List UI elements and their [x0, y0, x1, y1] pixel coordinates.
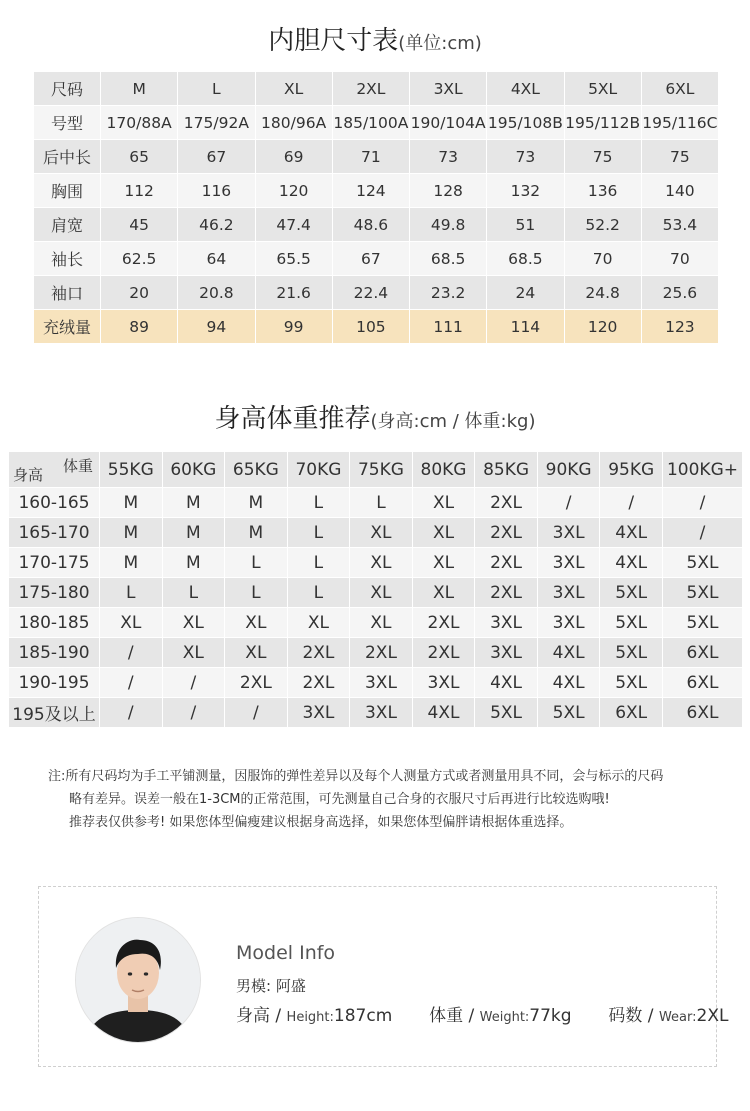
recommend-size-cell: / [663, 518, 743, 548]
note-line-3: 推荐表仅供参考! 如果您体型偏瘦建议根据身高选择，如果您体型偏胖请根据体重选择。 [69, 815, 573, 830]
model-height-en: Height: [286, 1010, 334, 1025]
recommend-size-cell: / [663, 488, 743, 518]
size-cell: 2XL [332, 72, 409, 106]
recommend-size-cell: L [162, 578, 225, 608]
size-row [34, 276, 719, 310]
size-cell: 136 [564, 174, 641, 208]
recommend-row [9, 578, 743, 608]
size-cell: 120 [564, 310, 641, 344]
size-cell: 69 [255, 140, 332, 174]
size-cell: 53.4 [641, 208, 718, 242]
recommend-row [9, 668, 743, 698]
recommend-size-cell: 5XL [663, 548, 743, 578]
size-cell: 49.8 [410, 208, 487, 242]
size-cell: 175/92A [178, 106, 255, 140]
recommend-size-cell: M [225, 488, 288, 518]
recommend-size-cell: 5XL [600, 578, 663, 608]
corner-cell [9, 452, 100, 488]
size-cell: 89 [101, 310, 178, 344]
recommend-size-cell: M [162, 548, 225, 578]
size-cell: 195/108B [487, 106, 564, 140]
size-cell: XL [255, 72, 332, 106]
recommend-size-cell: XL [412, 578, 475, 608]
recommend-size-cell: L [225, 578, 288, 608]
recommend-row [9, 608, 743, 638]
recommend-size-cell: XL [350, 548, 413, 578]
model-portrait-icon [76, 918, 200, 1042]
size-cell: 52.2 [564, 208, 641, 242]
recommend-size-cell: XL [412, 518, 475, 548]
size-cell: 140 [641, 174, 718, 208]
size-cell: 67 [332, 242, 409, 276]
size-chart-unit: (单位:cm) [398, 33, 482, 54]
recommend-size-cell: 2XL [412, 638, 475, 668]
size-cell: 75 [641, 140, 718, 174]
weight-header-cell: 75KG [350, 452, 413, 488]
weight-header-cell: 80KG [412, 452, 475, 488]
recommend-size-cell: 2XL [475, 578, 538, 608]
size-cell: 5XL [564, 72, 641, 106]
size-row-label: 袖长 [34, 242, 101, 276]
recommend-size-cell: 5XL [600, 638, 663, 668]
recommend-size-cell: 3XL [412, 668, 475, 698]
recommend-size-cell: 2XL [350, 638, 413, 668]
recommend-row [9, 638, 743, 668]
size-chart-table [33, 71, 719, 344]
recommend-size-cell: / [600, 488, 663, 518]
model-info-title: Model Info [236, 942, 336, 964]
recommend-size-cell: XL [162, 638, 225, 668]
size-cell: 47.4 [255, 208, 332, 242]
model-wear-value: 2XL [696, 1006, 729, 1026]
recommend-table [8, 451, 743, 728]
recommend-title [0, 398, 750, 435]
recommend-size-cell: 3XL [537, 548, 600, 578]
size-cell: 124 [332, 174, 409, 208]
recommend-size-cell: XL [412, 548, 475, 578]
recommend-size-cell: 4XL [600, 548, 663, 578]
model-name: 男模: 阿盛 [236, 977, 306, 995]
recommend-size-cell: XL [350, 608, 413, 638]
size-cell: 24 [487, 276, 564, 310]
height-range-cell: 165-170 [9, 518, 100, 548]
size-cell: 116 [178, 174, 255, 208]
recommend-size-cell: XL [412, 488, 475, 518]
size-cell: 185/100A [332, 106, 409, 140]
recommend-size-cell: 3XL [350, 668, 413, 698]
recommend-size-cell: / [100, 668, 163, 698]
recommend-size-cell: 3XL [350, 698, 413, 728]
recommend-size-cell: 3XL [475, 638, 538, 668]
recommend-size-cell: L [225, 548, 288, 578]
size-cell: 190/104A [410, 106, 487, 140]
recommend-size-cell: XL [225, 608, 288, 638]
recommend-row [9, 518, 743, 548]
recommend-size-cell: L [287, 518, 350, 548]
recommend-size-cell: M [162, 518, 225, 548]
size-cell: 6XL [641, 72, 718, 106]
recommend-size-cell: M [100, 518, 163, 548]
size-cell: 68.5 [410, 242, 487, 276]
weight-header-cell: 85KG [475, 452, 538, 488]
size-cell: 4XL [487, 72, 564, 106]
recommend-size-cell: 3XL [475, 608, 538, 638]
recommend-size-cell: 2XL [412, 608, 475, 638]
model-weight-value: 77kg [529, 1006, 572, 1026]
recommend-size-cell: / [225, 698, 288, 728]
recommend-size-cell: M [100, 548, 163, 578]
recommend-size-cell: 5XL [663, 608, 743, 638]
recommend-size-cell: / [162, 668, 225, 698]
recommend-size-cell: 2XL [475, 488, 538, 518]
size-row-label: 充绒量 [34, 310, 101, 344]
weight-header-cell: 55KG [100, 452, 163, 488]
size-cell: 195/112B [564, 106, 641, 140]
size-cell: 67 [178, 140, 255, 174]
size-cell: 114 [487, 310, 564, 344]
size-cell: 48.6 [332, 208, 409, 242]
size-cell: 23.2 [410, 276, 487, 310]
size-cell: M [101, 72, 178, 106]
recommend-size-cell: / [537, 488, 600, 518]
model-stats [236, 1001, 728, 1026]
model-wear-en: Wear: [658, 1010, 697, 1025]
size-row [34, 72, 719, 106]
recommend-size-cell: 6XL [663, 638, 743, 668]
recommend-size-cell: 4XL [600, 518, 663, 548]
recommend-size-cell: XL [287, 608, 350, 638]
size-cell: 120 [255, 174, 332, 208]
recommend-size-cell: L [287, 488, 350, 518]
size-cell: 112 [101, 174, 178, 208]
size-cell: 64 [178, 242, 255, 276]
size-cell: 20 [101, 276, 178, 310]
size-cell: 65 [101, 140, 178, 174]
recommend-size-cell: 4XL [475, 668, 538, 698]
size-row [34, 106, 719, 140]
recommend-size-cell: XL [162, 608, 225, 638]
size-cell: 105 [332, 310, 409, 344]
recommend-size-cell: 6XL [663, 668, 743, 698]
recommend-size-cell: 2XL [287, 668, 350, 698]
size-cell: 22.4 [332, 276, 409, 310]
size-cell: 170/88A [101, 106, 178, 140]
recommend-size-cell: 3XL [287, 698, 350, 728]
recommend-row [9, 548, 743, 578]
recommend-size-cell: 2XL [225, 668, 288, 698]
recommend-size-cell: M [225, 518, 288, 548]
note-line-2: 略有差异。误差一般在1-3CM的正常范围，可先测量自己合身的衣服尺寸后再进行比较选购哦! [69, 792, 610, 807]
corner-weight-label: 体重 [62, 457, 93, 475]
recommend-size-cell: / [100, 698, 163, 728]
size-cell: 180/96A [255, 106, 332, 140]
size-row [34, 140, 719, 174]
model-weight-en: Weight: [479, 1010, 530, 1025]
corner-height-label: 身高 [13, 466, 44, 484]
size-cell: 73 [410, 140, 487, 174]
size-cell: 51 [487, 208, 564, 242]
size-row-label: 袖口 [34, 276, 101, 310]
size-cell: 195/116C [641, 106, 718, 140]
recommend-size-cell: M [162, 488, 225, 518]
height-range-cell: 195及以上 [9, 698, 100, 728]
size-cell: 20.8 [178, 276, 255, 310]
weight-header-cell: 90KG [537, 452, 600, 488]
size-chart-title [0, 20, 750, 57]
recommend-size-cell: 5XL [475, 698, 538, 728]
size-row-label: 尺码 [34, 72, 101, 106]
recommend-size-cell: 2XL [287, 638, 350, 668]
size-cell: 46.2 [178, 208, 255, 242]
recommend-heading: 身高体重推荐 [214, 404, 371, 434]
size-row [34, 174, 719, 208]
note-line-1: 注:所有尺码均为手工平铺测量，因服饰的弹性差异以及每个人测量方式或者测量用具不同，会与标示的尺码 [48, 769, 664, 784]
model-wear-label: 码数 / [608, 1006, 654, 1026]
size-cell: 111 [410, 310, 487, 344]
recommend-size-cell: / [162, 698, 225, 728]
size-note [48, 765, 728, 834]
size-cell: 73 [487, 140, 564, 174]
recommend-size-cell: 4XL [537, 638, 600, 668]
weight-header-cell: 65KG [225, 452, 288, 488]
recommend-size-cell: M [100, 488, 163, 518]
model-avatar [75, 917, 201, 1043]
size-cell: 65.5 [255, 242, 332, 276]
recommend-size-cell: 3XL [537, 578, 600, 608]
size-cell: 123 [641, 310, 718, 344]
recommend-size-cell: 2XL [475, 548, 538, 578]
recommend-size-cell: L [350, 488, 413, 518]
recommend-row [9, 698, 743, 728]
size-cell: L [178, 72, 255, 106]
weight-header-cell: 95KG [600, 452, 663, 488]
recommend-size-cell: 5XL [600, 668, 663, 698]
weight-header-cell: 70KG [287, 452, 350, 488]
height-range-cell: 160-165 [9, 488, 100, 518]
height-range-cell: 185-190 [9, 638, 100, 668]
recommend-row [9, 488, 743, 518]
size-cell: 45 [101, 208, 178, 242]
size-row-label: 号型 [34, 106, 101, 140]
size-cell: 68.5 [487, 242, 564, 276]
recommend-size-cell: XL [350, 518, 413, 548]
size-row [34, 242, 719, 276]
size-cell: 70 [564, 242, 641, 276]
size-cell: 62.5 [101, 242, 178, 276]
size-row-label: 肩宽 [34, 208, 101, 242]
size-cell: 71 [332, 140, 409, 174]
height-range-cell: 180-185 [9, 608, 100, 638]
recommend-size-cell: 4XL [537, 668, 600, 698]
size-row-label: 胸围 [34, 174, 101, 208]
model-info-card [38, 886, 729, 1067]
recommend-size-cell: L [100, 578, 163, 608]
size-cell: 99 [255, 310, 332, 344]
size-row [34, 208, 719, 242]
size-cell: 128 [410, 174, 487, 208]
recommend-size-cell: L [287, 548, 350, 578]
weight-header-cell: 100KG+ [663, 452, 743, 488]
recommend-size-cell: XL [350, 578, 413, 608]
recommend-size-cell: / [100, 638, 163, 668]
model-weight-label: 体重 / [429, 1006, 475, 1026]
height-range-cell: 190-195 [9, 668, 100, 698]
recommend-size-cell: 6XL [600, 698, 663, 728]
height-range-cell: 175-180 [9, 578, 100, 608]
recommend-size-cell: XL [100, 608, 163, 638]
weight-header-cell: 60KG [162, 452, 225, 488]
model-height-value: 187cm [333, 1006, 393, 1026]
recommend-size-cell: 3XL [537, 518, 600, 548]
size-cell: 94 [178, 310, 255, 344]
size-cell: 25.6 [641, 276, 718, 310]
recommend-size-cell: 5XL [663, 578, 743, 608]
size-cell: 70 [641, 242, 718, 276]
recommend-unit: (身高:cm / 体重:kg) [370, 411, 536, 432]
recommend-size-cell: 5XL [537, 698, 600, 728]
recommend-header-row [9, 452, 743, 488]
recommend-size-cell: 5XL [600, 608, 663, 638]
model-height-label: 身高 / [236, 1006, 282, 1026]
size-cell: 132 [487, 174, 564, 208]
recommend-size-cell: 6XL [663, 698, 743, 728]
recommend-size-cell: L [287, 578, 350, 608]
size-chart-heading: 内胆尺寸表 [268, 26, 399, 56]
recommend-size-cell: 4XL [412, 698, 475, 728]
height-range-cell: 170-175 [9, 548, 100, 578]
recommend-size-cell: 3XL [537, 608, 600, 638]
size-cell: 21.6 [255, 276, 332, 310]
size-cell: 3XL [410, 72, 487, 106]
size-cell: 24.8 [564, 276, 641, 310]
recommend-size-cell: 2XL [475, 518, 538, 548]
size-cell: 75 [564, 140, 641, 174]
recommend-size-cell: XL [225, 638, 288, 668]
size-row-label: 后中长 [34, 140, 101, 174]
size-row [34, 310, 719, 344]
